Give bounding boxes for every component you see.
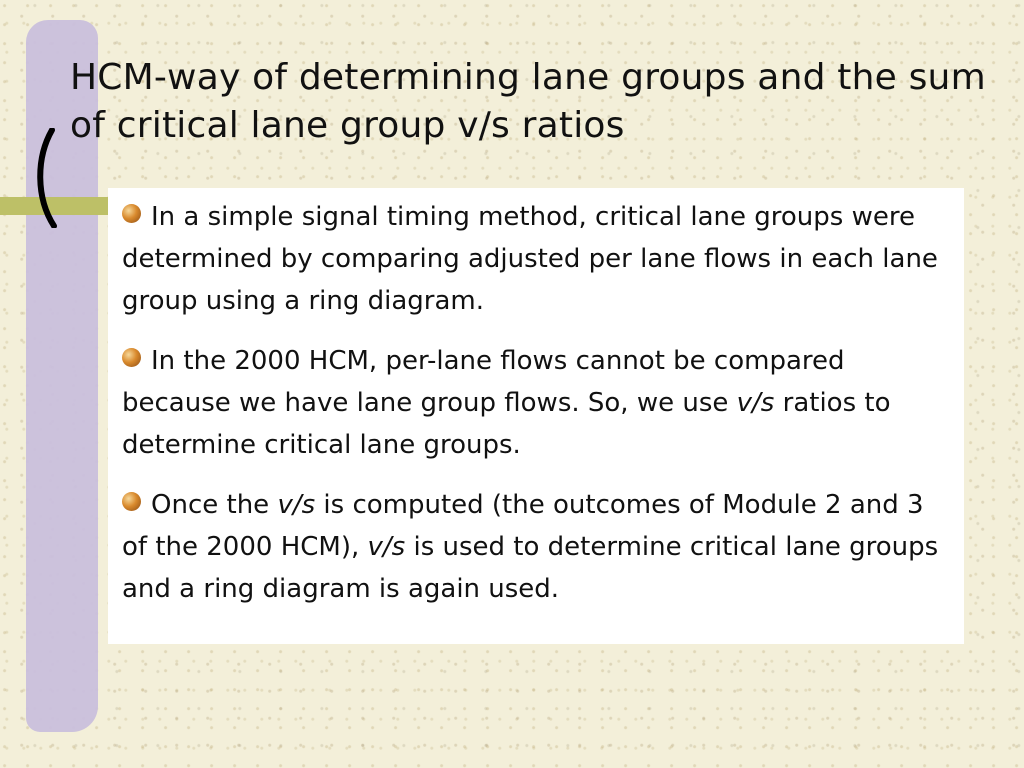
bullet-icon — [122, 492, 141, 511]
content-box — [108, 188, 964, 644]
bullet-text: is computed (the outcomes of Module 2 and 3 of the 2000 HCM), — [122, 490, 924, 562]
bullet-item — [122, 340, 952, 466]
bullet-text: Once the — [151, 490, 278, 520]
bullet-item — [122, 196, 952, 322]
bullet-text: ratios to determine critical lane groups. — [122, 388, 891, 460]
bracket-decoration-icon — [30, 128, 70, 228]
bullet-item — [122, 484, 952, 610]
bullet-icon — [122, 348, 141, 367]
slide-title: HCM-way of determining lane groups and the sum of critical lane group v/s ratios — [70, 57, 986, 146]
bullet-text: In a simple signal timing method, critical lane groups were determined by comparing adjusted per lane flows in each lane group using a ring diagram. — [122, 202, 938, 316]
bullet-icon — [122, 204, 141, 223]
vs-term: v/s — [277, 490, 316, 520]
bullet-text: is used to determine critical lane groups and a ring diagram is again used. — [122, 532, 939, 604]
bullet-text: In the 2000 HCM, per-lane flows cannot be compared because we have lane group flows. So, we use — [122, 346, 845, 418]
vs-term: v/s — [367, 532, 406, 562]
bullet-list — [122, 196, 952, 628]
vs-term: v/s — [736, 388, 775, 418]
